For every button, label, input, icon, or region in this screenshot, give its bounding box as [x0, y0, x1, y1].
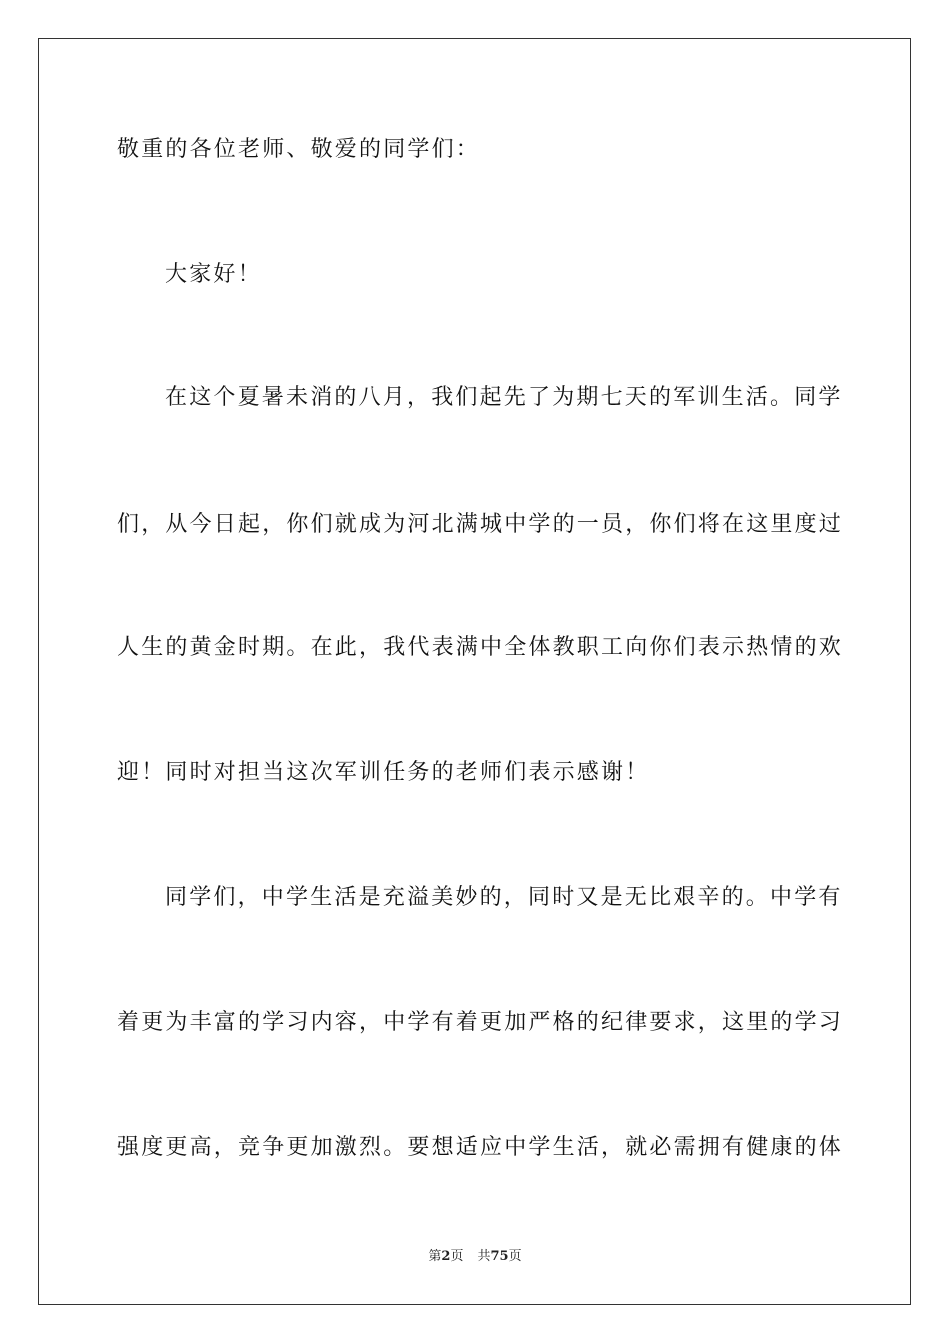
- paragraph-1-line-4: 迎！同时对担当这次军训任务的老师们表示感谢！: [117, 760, 650, 785]
- paragraph-2-line-1: 同学们，中学生活是充溢美妙的，同时又是无比艰辛的。中学有: [165, 885, 843, 910]
- greeting-line: 大家好！: [165, 262, 262, 287]
- page-number: 2: [441, 1249, 451, 1264]
- paragraph-2-line-2: 着更为丰富的学习内容，中学有着更加严格的纪律要求，这里的学习: [117, 1010, 844, 1035]
- paragraph-1-line-3: 人生的黄金时期。在此，我代表满中全体教职工向你们表示热情的欢: [117, 635, 844, 660]
- page-frame: [38, 38, 911, 1305]
- page-suffix: 页: [450, 1249, 464, 1264]
- salutation-line: 敬重的各位老师、敬爱的同学们：: [117, 137, 481, 162]
- paragraph-2-line-3: 强度更高，竞争更加激烈。要想适应中学生活，就必需拥有健康的体: [117, 1135, 844, 1160]
- total-prefix: 共: [477, 1249, 491, 1264]
- paragraph-1-line-1: 在这个夏暑未消的八月，我们起先了为期七天的军训生活。同学: [165, 385, 843, 410]
- paragraph-1-line-2: 们，从今日起，你们就成为河北满城中学的一员，你们将在这里度过: [117, 512, 844, 537]
- page-prefix: 第: [428, 1249, 442, 1264]
- total-suffix: 页: [508, 1249, 522, 1264]
- total-pages: 75: [490, 1249, 509, 1264]
- page-footer: [0, 1248, 950, 1266]
